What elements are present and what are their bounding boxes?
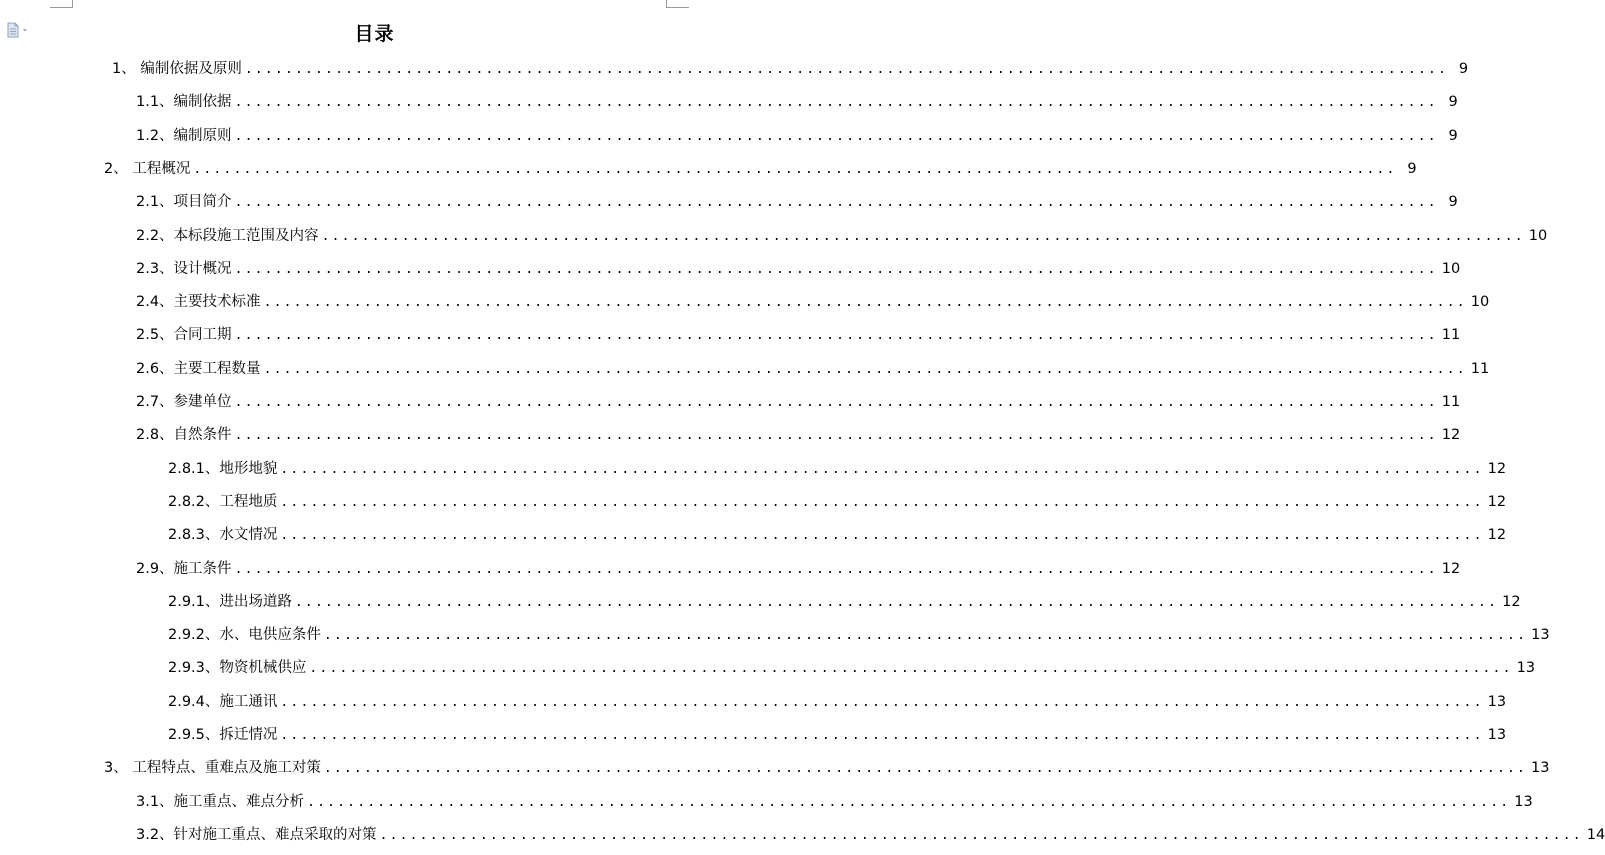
toc-entry-label: 2.8、自然条件 <box>136 427 232 444</box>
toc-entry-page-number: 10 <box>1441 260 1461 277</box>
page-title: 目录 <box>354 23 395 45</box>
toc-dot-leader: ........................................................................................................................ <box>263 295 1467 311</box>
toc-entry-page-number: 13 <box>1516 660 1536 677</box>
toc-entry[interactable] <box>136 258 1461 280</box>
toc-dot-leader: ........................................................................................................................ <box>294 594 1499 610</box>
toc-entry-label: 2.8.1、地形地貌 <box>168 460 278 477</box>
toc-entry-page-number: 12 <box>1441 427 1461 444</box>
toc-entry-label: 2.9、施工条件 <box>136 560 232 577</box>
toc-dot-leader: ........................................................................................................................ <box>280 728 1484 743</box>
toc-dot-leader: ........................................................................................................................ <box>280 528 1484 544</box>
toc-entry-page-number: 12 <box>1441 560 1461 577</box>
toc-entry-label: 2.2、本标段施工范围及内容 <box>136 227 319 244</box>
toc-entry-label: 2.9.5、拆迁情况 <box>168 727 278 743</box>
toc-entry[interactable] <box>136 824 1605 846</box>
toc-entry-page-number: 11 <box>1441 327 1461 344</box>
toc-entry-label: 1、 编制依据及原则 <box>112 61 242 77</box>
toc-entry[interactable] <box>168 624 1550 646</box>
toc-entry-label: 2.9.1、进出场道路 <box>168 593 292 610</box>
toc-entry-page-number: 10 <box>1470 294 1490 311</box>
toc-entry-label: 3.1、施工重点、难点分析 <box>136 793 305 810</box>
toc-entry-page-number: 9 <box>1407 160 1417 177</box>
toc-dot-leader: ........................................................................................................................ <box>280 494 1484 510</box>
toc-entry[interactable] <box>168 491 1507 513</box>
toc-entry-page-number: 11 <box>1470 360 1490 377</box>
toc-entry-label: 2.8.2、工程地质 <box>168 493 278 510</box>
toc-entry[interactable] <box>168 458 1507 480</box>
toc-dot-leader: ........................................................................................................................ <box>193 161 1397 177</box>
toc-entry[interactable] <box>136 91 1458 113</box>
toc-entry[interactable] <box>136 424 1461 446</box>
toc-entry[interactable] <box>112 58 1469 80</box>
toc-entry-page-number: 9 <box>1458 61 1469 77</box>
toc-entry-page-number: 9 <box>1448 194 1458 211</box>
toc-entry-label: 2.9.4、施工通讯 <box>168 693 278 710</box>
toc-entry[interactable] <box>168 524 1507 546</box>
toc-dot-leader: ........................................................................................................................ <box>234 395 1438 410</box>
toc-entry[interactable] <box>136 324 1461 346</box>
toc-entry-label: 3、 工程特点、重难点及施工对策 <box>104 760 321 777</box>
toc-entry-label: 2.5、合同工期 <box>136 327 232 344</box>
crop-mark-top-right <box>666 0 689 8</box>
toc-dot-leader: ........................................................................................................................ <box>263 361 1467 377</box>
toc-dot-leader: ........................................................................................................................ <box>234 561 1438 577</box>
toc-entry-page-number: 12 <box>1487 493 1507 510</box>
toc-entry-label: 2.9.2、水、电供应条件 <box>168 627 321 644</box>
toc-dot-leader: ........................................................................................................................ <box>234 195 1438 211</box>
toc-dot-leader: ........................................................................................................................ <box>323 761 1528 777</box>
toc-entry-page-number: 9 <box>1448 94 1458 111</box>
toc-entry-label: 1.2、编制原则 <box>136 127 232 144</box>
toc-entry[interactable] <box>168 691 1507 713</box>
toc-entry[interactable] <box>136 291 1490 313</box>
toc-entry-page-number: 14 <box>1586 826 1605 843</box>
toc-dot-leader: ........................................................................................................................ <box>323 628 1528 644</box>
toc-entry-label: 2.1、项目简介 <box>136 194 232 211</box>
toc-entry[interactable] <box>136 791 1533 813</box>
toc-entry-label: 2、 工程概况 <box>104 160 191 177</box>
toc-entry-page-number: 13 <box>1487 693 1507 710</box>
toc-entry-page-number: 12 <box>1487 527 1507 544</box>
toc-entry-label: 2.7、参建单位 <box>136 394 232 410</box>
toc-entry-label: 2.4、主要技术标准 <box>136 294 261 311</box>
toc-dot-leader: ........................................................................................................................ <box>234 261 1438 277</box>
toc-dot-leader: ........................................................................................................................ <box>307 794 1511 810</box>
toc-entry[interactable] <box>136 558 1461 580</box>
toc-entry-page-number: 12 <box>1487 460 1507 477</box>
toc-dot-leader: ........................................................................................................................ <box>280 461 1484 477</box>
toc-dot-leader: ........................................................................................................................ <box>234 128 1438 144</box>
toc-entry[interactable] <box>168 657 1536 679</box>
toc-entry-page-number: 10 <box>1528 227 1548 244</box>
toc-entry[interactable] <box>104 757 1550 779</box>
toc-entry-page-number: 13 <box>1487 727 1507 743</box>
toc-entry[interactable] <box>168 724 1507 746</box>
toc-entry-page-number: 9 <box>1448 127 1458 144</box>
toc-entry-page-number: 13 <box>1531 627 1550 644</box>
toc-entry[interactable] <box>136 225 1548 247</box>
toc-entry-label: 2.9.3、物资机械供应 <box>168 660 307 677</box>
toc-entry-page-number: 11 <box>1441 394 1461 410</box>
toc-dot-leader: ........................................................................................................................ <box>321 228 1525 244</box>
toc-dot-leader: ........................................................................................................................ <box>280 694 1484 710</box>
toc-entry-label: 2.8.3、水文情况 <box>168 527 278 544</box>
toc-dot-leader: ........................................................................................................................ <box>244 62 1449 77</box>
crop-mark-top-left <box>50 0 73 8</box>
toc-entry-label: 1.1、编制依据 <box>136 94 232 111</box>
toc-entry-page-number: 13 <box>1514 793 1533 810</box>
toc-entry-label: 3.2、针对施工重点、难点采取的对策 <box>136 826 377 843</box>
toc-dot-leader: ........................................................................................................................ <box>234 95 1438 111</box>
toc-entry[interactable] <box>136 358 1490 380</box>
toc-entry-label: 2.6、主要工程数量 <box>136 360 261 377</box>
toc-entry[interactable] <box>136 125 1458 147</box>
toc-entry-label: 2.3、设计概况 <box>136 260 232 277</box>
toc-dot-leader: ........................................................................................................................ <box>234 428 1438 444</box>
toc-dot-leader: ........................................................................................................................ <box>379 827 1583 843</box>
toc-entry-page-number: 13 <box>1531 760 1550 777</box>
toc-entry[interactable] <box>168 591 1521 613</box>
toc-entry[interactable] <box>104 158 1417 180</box>
toc-dot-leader: ........................................................................................................................ <box>234 328 1438 344</box>
toc-entry[interactable] <box>136 191 1458 213</box>
toc-dot-leader: ........................................................................................................................ <box>309 661 1513 677</box>
toc-entry[interactable] <box>136 391 1461 413</box>
toc-entry-page-number: 12 <box>1502 593 1521 610</box>
